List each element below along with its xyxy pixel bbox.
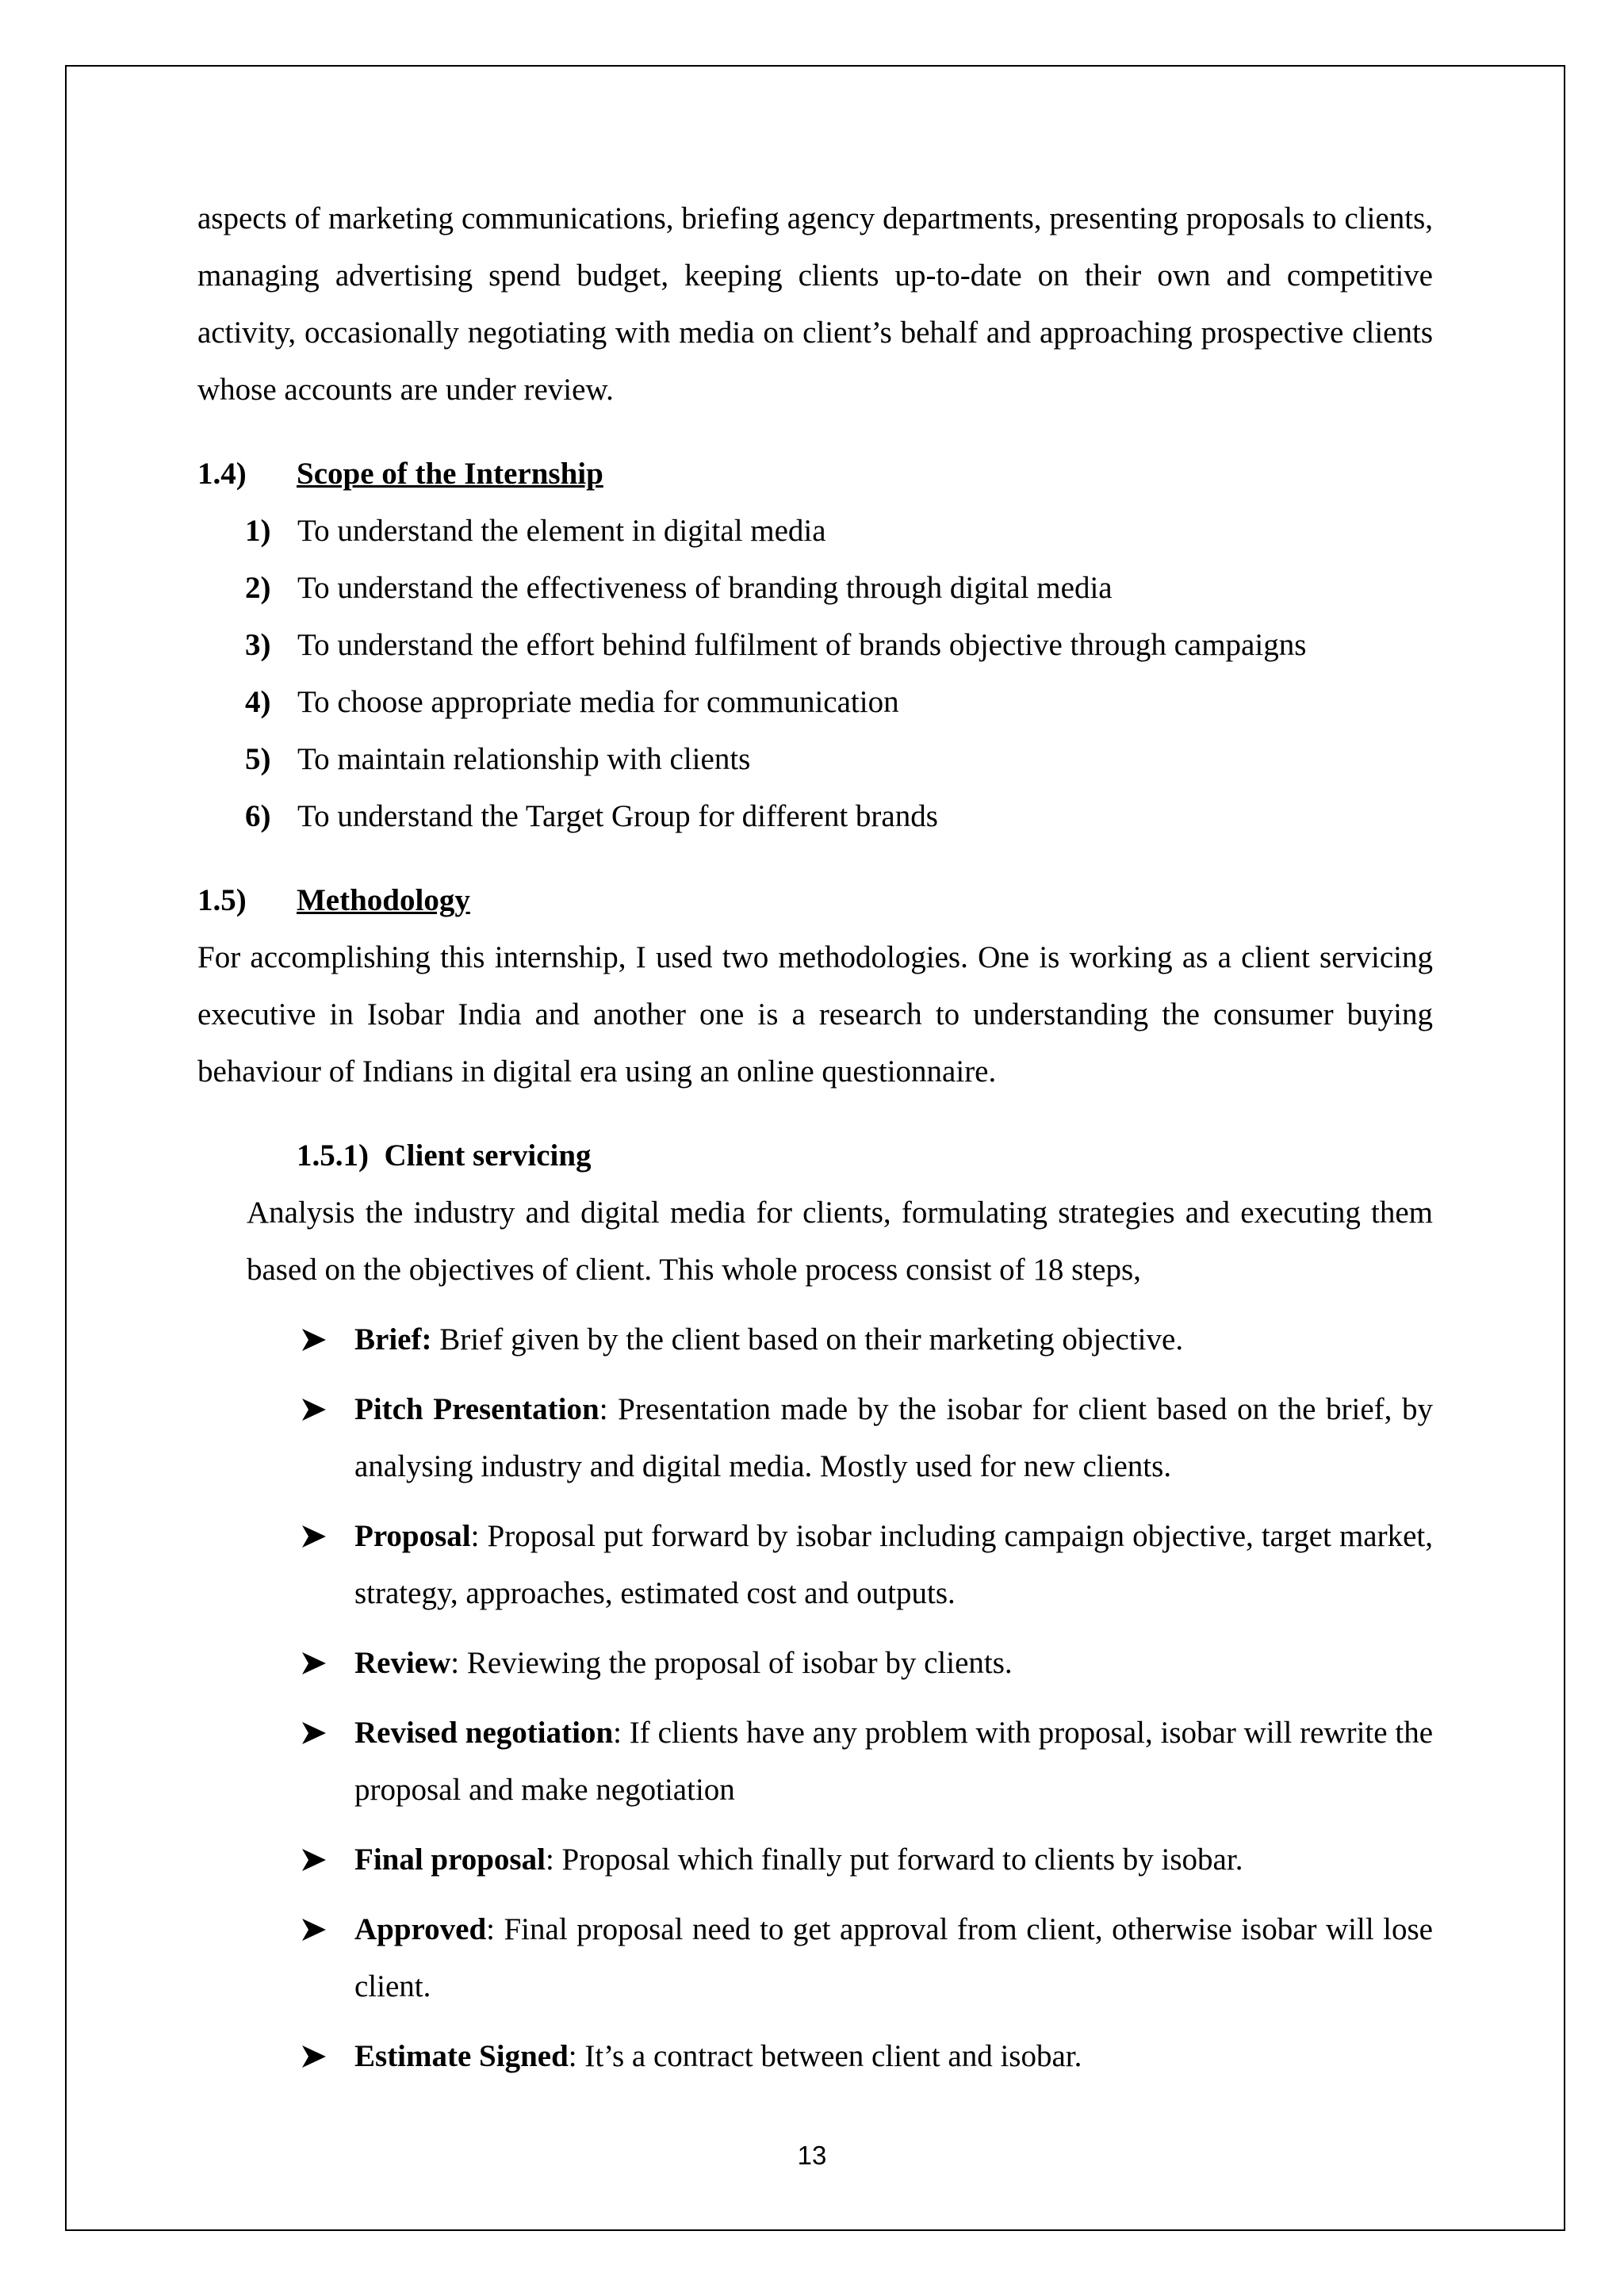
- step-term: Final proposal: [354, 1843, 546, 1877]
- step-text: : It’s a contract between client and isobar.: [568, 2039, 1082, 2073]
- step-term: Pitch Presentation: [354, 1392, 599, 1426]
- arrowhead-bullet-icon: [301, 1381, 332, 1438]
- section-title: Scope of the Internship: [297, 457, 603, 491]
- list-item: [197, 1635, 1433, 1692]
- list-number: 1): [245, 514, 271, 548]
- step-text: : Reviewing the proposal of isobar by clients.: [450, 1646, 1013, 1680]
- subsection-heading-client-servicing: 1.5.1) Client servicing: [297, 1138, 592, 1173]
- list-text: To choose appropriate media for communication: [297, 685, 899, 719]
- list-number: 6): [245, 799, 271, 833]
- step-text: : If clients have any problem with proposal, isobar will rewrite the proposal and make negotiation: [354, 1716, 1433, 1807]
- step-term: Revised negotiation: [354, 1716, 614, 1750]
- step-term: Approved: [354, 1912, 487, 1946]
- section-number: 1.5): [197, 883, 247, 917]
- step-term: Review: [354, 1646, 451, 1680]
- step-text: : Proposal which finally put forward to clients by isobar.: [545, 1843, 1243, 1877]
- step-term: Proposal: [354, 1519, 471, 1553]
- arrowhead-bullet-icon: [301, 1635, 332, 1692]
- list-item: [245, 788, 1433, 845]
- list-text: To maintain relationship with clients: [297, 742, 751, 776]
- list-item: [197, 1311, 1433, 1368]
- arrowhead-bullet-icon: [301, 2028, 332, 2085]
- step-text: : Final proposal need to get approval from client, otherwise isobar will lose client.: [354, 1912, 1433, 2003]
- arrowhead-bullet-icon: [301, 1705, 332, 1762]
- arrowhead-bullet-icon: [301, 1901, 332, 1958]
- step-term: Brief:: [354, 1322, 432, 1357]
- list-text: To understand the effort behind fulfilment of brands objective through campaigns: [297, 628, 1307, 662]
- list-number: 2): [245, 571, 271, 605]
- list-item: [197, 1831, 1433, 1888]
- list-item: [197, 1508, 1433, 1622]
- section-number: 1.4): [197, 457, 247, 491]
- document-body: [197, 190, 1433, 2098]
- list-number: 3): [245, 628, 271, 662]
- step-text: Brief given by the client based on their marketing objective.: [431, 1322, 1184, 1357]
- process-steps-list: [197, 1311, 1433, 2085]
- methodology-paragraph: For accomplishing this internship, I used two methodologies. One is working as a client servicing executive in Isobar India and another one is a research to understanding the consumer buying behaviour of Indians in digital era using an online questionnaire.: [197, 940, 1433, 1089]
- list-number: 4): [245, 685, 271, 719]
- list-number: 5): [245, 742, 271, 776]
- client-servicing-paragraph: Analysis the industry and digital media for clients, formulating strategies and executing them based on the objectives of client. This whole process consist of 18 steps,: [247, 1196, 1433, 1287]
- step-term: Estimate Signed: [354, 2039, 569, 2073]
- arrowhead-bullet-icon: [301, 1508, 332, 1565]
- list-item: [197, 1901, 1433, 2015]
- scope-list: [197, 503, 1433, 845]
- arrowhead-bullet-icon: [301, 1311, 332, 1368]
- section-heading-methodology: [197, 872, 1433, 929]
- step-text: : Proposal put forward by isobar including campaign objective, target market, strategy, approaches, estimated cost and outputs.: [354, 1519, 1433, 1610]
- list-text: To understand the Target Group for different brands: [297, 799, 938, 833]
- intro-paragraph: aspects of marketing communications, briefing agency departments, presenting proposals to clients, managing advertising spend budget, keeping clients up-to-date on their own and competitive activity, occasionally negotiating with media on client’s behalf and approaching prospective clients whose accounts are under review.: [197, 201, 1433, 407]
- list-item: [197, 2028, 1433, 2085]
- list-text: To understand the element in digital media: [297, 514, 826, 548]
- page-number: 13: [797, 2141, 827, 2170]
- list-item: [197, 1705, 1433, 1819]
- section-heading-scope: [197, 446, 1433, 503]
- list-item: [245, 617, 1433, 674]
- list-item: [245, 503, 1433, 560]
- list-text: To understand the effectiveness of branding through digital media: [297, 571, 1113, 605]
- list-item: [245, 560, 1433, 617]
- section-title: Methodology: [297, 883, 470, 917]
- list-item: [197, 1381, 1433, 1495]
- arrowhead-bullet-icon: [301, 1831, 332, 1888]
- list-item: [245, 731, 1433, 788]
- list-item: [245, 674, 1433, 731]
- step-text: : Presentation made by the isobar for client based on the brief, by analysing industry and digital media. Mostly used for new clients.: [354, 1392, 1434, 1483]
